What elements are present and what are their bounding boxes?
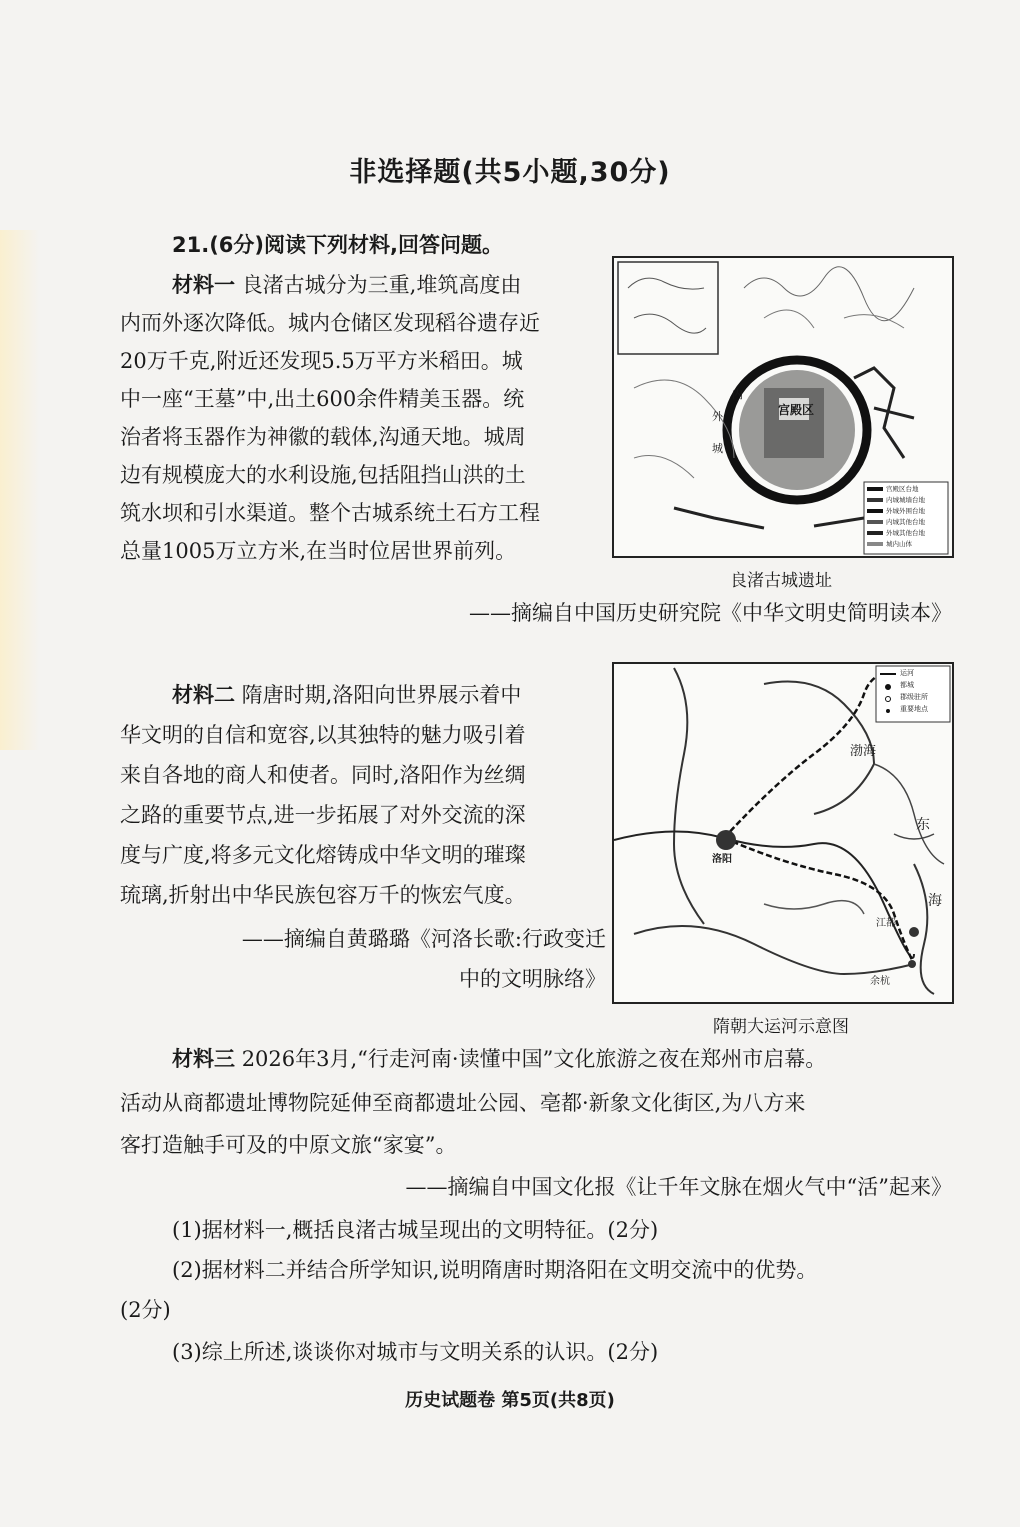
material2-line-3: 来自各地的商人和使者。同时,洛阳作为丝绸	[120, 763, 526, 787]
canal-label-jiangdu: 江都	[876, 918, 896, 929]
grand-canal-map	[612, 662, 954, 1004]
liangzhu-legend-item: 外城其他台地	[886, 529, 925, 537]
grand-canal-map-caption: 隋朝大运河示意图	[713, 1017, 849, 1037]
section-title: 非选择题(共5小题,30分)	[349, 157, 671, 188]
material3-line-2: 活动从商都遗址博物院延伸至商都遗址公园、亳都·新象文化街区,为八方来	[120, 1091, 806, 1115]
material2-line-4: 之路的重要节点,进一步拓展了对外交流的深	[120, 803, 526, 827]
liangzhu-legend-item: 外城外围台地	[886, 507, 925, 515]
canal-label-bohai: 渤海	[850, 744, 877, 759]
material3-line-3: 客打造触手可及的中原文旅“家宴”。	[120, 1133, 457, 1157]
canal-label-hai: 海	[928, 893, 942, 909]
material2-label: 材料二	[172, 683, 235, 707]
subquestion-2: (2)据材料二并结合所学知识,说明隋唐时期洛阳在文明交流中的优势。	[172, 1258, 818, 1282]
subquestion-3: (3)综上所述,谈谈你对城市与文明关系的认识。(2分)	[172, 1340, 659, 1364]
material1-line-5: 治者将玉器作为神徽的载体,沟通天地。城周	[120, 425, 526, 449]
liangzhu-label-inner: 内	[732, 388, 743, 401]
subquestion-1: (1)据材料一,概括良渚古城呈现出的文明特征。(2分)	[172, 1218, 659, 1242]
material1-label: 材料一	[172, 273, 235, 297]
material2-line-5: 度与广度,将多元文化熔铸成中华文明的璀璨	[120, 843, 526, 867]
page-footer: 历史试题卷 第5页(共8页)	[405, 1390, 615, 1411]
material3-text-1: 2026年3月,“行走河南·读懂中国”文化旅游之夜在郑州市启幕。	[241, 1047, 827, 1071]
material3-source: ——摘编自中国文化报《让千年文脉在烟火气中“活”起来》	[405, 1175, 952, 1199]
liangzhu-legend-item: 城内山体	[886, 540, 912, 548]
material1-line-4: 中一座“王墓”中,出土600余件精美玉器。统	[120, 387, 525, 411]
material1-line-7: 筑水坝和引水渠道。整个古城系统土石方工程	[120, 501, 540, 525]
material1-line-2: 内而外逐次降低。城内仓储区发现稻谷遗存近	[120, 311, 540, 335]
canal-label-dong: 东	[916, 817, 930, 833]
material2-source-line-2: 中的文明脉络》	[459, 967, 606, 991]
material2-text-1: 隋唐时期,洛阳向世界展示着中	[241, 683, 522, 707]
canal-legend-item: 运河	[900, 669, 914, 677]
canal-legend-item: 重要地点	[900, 705, 928, 713]
material1-line-6: 边有规模庞大的水利设施,包括阻挡山洪的土	[120, 463, 526, 487]
liangzhu-label-city: 城	[712, 442, 723, 455]
subquestion-2-score: (2分)	[120, 1298, 171, 1322]
material3-label: 材料三	[172, 1047, 235, 1071]
material1-line-8: 总量1005万立方米,在当时位居世界前列。	[120, 539, 517, 563]
material2-line-2: 华文明的自信和宽容,以其独特的魅力吸引着	[120, 723, 526, 747]
question-header: 21.(6分)阅读下列材料,回答问题。	[172, 233, 503, 257]
canal-label-yuhang: 余杭	[870, 976, 890, 987]
liangzhu-legend-item: 宫殿区台地	[886, 485, 919, 493]
canal-legend-item: 都城	[900, 681, 914, 689]
liangzhu-legend-item: 内城其他台地	[886, 518, 925, 526]
material3-line-1	[172, 1040, 826, 1078]
liangzhu-label-outer: 外	[712, 410, 723, 423]
liangzhu-palace-label: 宫殿区	[778, 403, 815, 417]
material2-line-1	[172, 676, 521, 714]
material1-text-1: 良渚古城分为三重,堆筑高度由	[241, 273, 522, 297]
photo-glare	[0, 230, 40, 750]
canal-legend	[900, 667, 928, 715]
liangzhu-map	[612, 256, 954, 558]
liangzhu-map-caption: 良渚古城遗址	[730, 571, 832, 591]
material2-source-line-1: ——摘编自黄璐璐《河洛长歌:行政变迁	[241, 927, 606, 951]
canal-legend-item: 郡级驻所	[900, 693, 928, 701]
material1-source: ——摘编自中国历史研究院《中华文明史简明读本》	[469, 601, 952, 625]
liangzhu-legend	[886, 484, 925, 550]
liangzhu-legend-item: 内城城墙台地	[886, 496, 925, 504]
material2-line-6: 琉璃,折射出中华民族包容万千的恢宏气度。	[120, 883, 526, 907]
material1-line-3: 20万千克,附近还发现5.5万平方米稻田。城	[120, 349, 523, 373]
canal-label-luoyang: 洛阳	[712, 854, 732, 865]
material1-line-1	[172, 266, 521, 304]
